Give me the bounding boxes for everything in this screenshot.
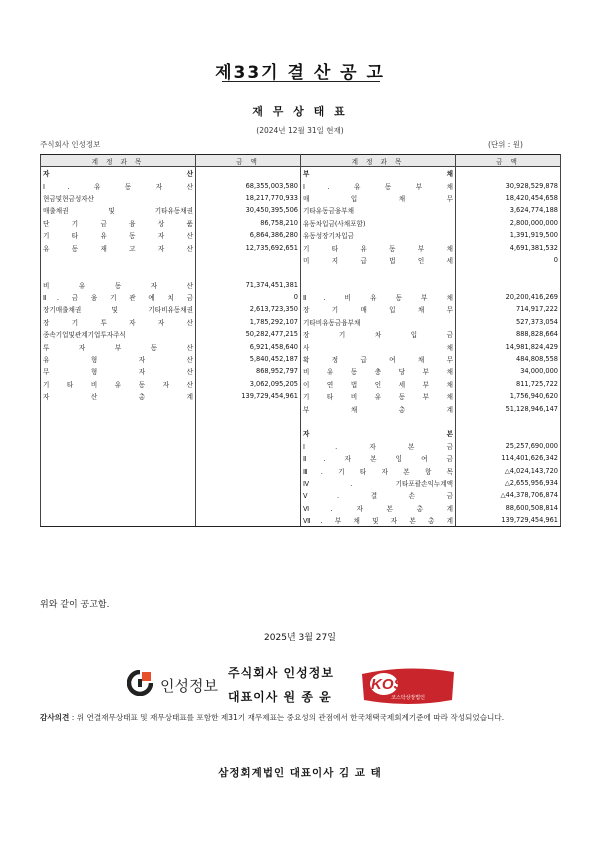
left-amount-cell	[196, 402, 301, 414]
left-amount-cell	[196, 464, 301, 476]
left-account-cell	[41, 415, 196, 427]
right-amount-cell	[456, 266, 561, 278]
right-account-cell: 부 채	[301, 167, 456, 180]
left-account-cell: 투 자 부 동 산	[41, 340, 196, 352]
table-row	[41, 241, 561, 253]
header-account-left: 계 정 과 목	[41, 155, 196, 167]
left-amount-cell: 86,758,210	[196, 217, 301, 229]
header-account-right: 계 정 과 목	[301, 155, 456, 167]
left-amount-cell: 1,785,292,107	[196, 316, 301, 328]
kosdaq-logo-sub: 코스닥상장법인	[391, 695, 425, 701]
right-account-cell: 매 입 채 무	[301, 192, 456, 204]
statement-title: 재 무 상 태 표	[252, 105, 348, 118]
left-account-cell: 유 형 자 산	[41, 353, 196, 365]
table-row	[41, 229, 561, 241]
left-account-cell: 장 기 투 자 자 산	[41, 316, 196, 328]
table-row	[41, 464, 561, 476]
left-account-cell: 장기매출채권 및 기타비유동채권	[41, 303, 196, 315]
right-amount-cell: 51,128,946,147	[456, 402, 561, 414]
table-row	[41, 452, 561, 464]
right-amount-cell: 2,800,000,000	[456, 217, 561, 229]
right-amount-cell: △2,655,956,934	[456, 477, 561, 489]
audit-text: : 위 연결재무상태표 및 재무상태표를 포함한 제31기 재무제표는 중요성의 관점에서 한국채택국제회계기준에 따라 작성되었습니다.	[69, 713, 505, 722]
right-account-cell: 사 채	[301, 340, 456, 352]
right-amount-cell	[456, 415, 561, 427]
right-amount-cell	[456, 427, 561, 439]
table-row	[41, 390, 561, 402]
right-amount-cell: 527,373,054	[456, 316, 561, 328]
left-account-cell: 종속기업및관계기업투자주식	[41, 328, 196, 340]
left-amount-cell	[196, 452, 301, 464]
left-amount-cell: 30,450,395,506	[196, 204, 301, 216]
left-account-cell: Ⅰ. 유 동 자 산	[41, 179, 196, 191]
right-account-cell: 이 연 법 인 세 부 채	[301, 378, 456, 390]
table-row	[41, 179, 561, 191]
left-account-cell	[41, 464, 196, 476]
left-amount-cell: 50,282,477,215	[196, 328, 301, 340]
left-amount-cell: 6,864,386,280	[196, 229, 301, 241]
balance-sheet-body	[41, 167, 561, 527]
right-amount-cell: 18,420,454,658	[456, 192, 561, 204]
insung-logo-icon	[127, 670, 153, 696]
left-account-cell: 비 유 동 자 산	[41, 279, 196, 291]
right-account-cell: 유동성장기차입금	[301, 229, 456, 241]
left-account-cell	[41, 489, 196, 501]
right-account-cell: 미 지 급 법 인 세	[301, 254, 456, 266]
right-amount-cell: 484,808,558	[456, 353, 561, 365]
table-row	[41, 378, 561, 390]
table-row	[41, 365, 561, 377]
left-account-cell: 자 산	[41, 167, 196, 180]
right-account-cell: Ⅱ. 자 본 잉 여 금	[301, 452, 456, 464]
company-label: 주식회사 인성정보	[40, 140, 101, 149]
right-amount-cell: 30,928,529,878	[456, 179, 561, 191]
right-amount-cell: △4,024,143,720	[456, 464, 561, 476]
right-amount-cell: 34,000,000	[456, 365, 561, 377]
right-account-cell: Ⅰ. 자 본 금	[301, 440, 456, 452]
table-row	[41, 502, 561, 514]
left-account-cell	[41, 427, 196, 439]
header-amount-right: 금 액	[456, 155, 561, 167]
left-amount-cell	[196, 477, 301, 489]
table-header-row	[41, 155, 561, 167]
right-account-cell: 기타비유동금융부채	[301, 316, 456, 328]
left-amount-cell	[196, 167, 301, 180]
signature-ceo: 대표이사 원 종 윤	[228, 690, 332, 704]
table-row	[41, 340, 561, 352]
title-underline	[222, 81, 380, 82]
right-account-cell: Ⅳ. 기타포괄손익누계액	[301, 477, 456, 489]
table-row	[41, 266, 561, 278]
left-amount-cell: 6,921,458,640	[196, 340, 301, 352]
left-amount-cell: 3,062,095,205	[196, 378, 301, 390]
kosdaq-logo-icon	[358, 666, 458, 706]
left-amount-cell: 139,729,454,961	[196, 390, 301, 402]
audit-label: 감사의견	[40, 713, 70, 722]
table-row	[41, 167, 561, 180]
left-amount-cell: 68,355,003,580	[196, 179, 301, 191]
right-account-cell	[301, 415, 456, 427]
right-amount-cell	[456, 167, 561, 180]
left-amount-cell: 5,840,452,187	[196, 353, 301, 365]
left-amount-cell	[196, 266, 301, 278]
right-amount-cell: 888,828,664	[456, 328, 561, 340]
left-amount-cell: 868,952,797	[196, 365, 301, 377]
right-account-cell: 부 채 총 계	[301, 402, 456, 414]
unit-label: (단위 : 원)	[488, 140, 523, 149]
right-account-cell: 기타유동금융부채	[301, 204, 456, 216]
left-account-cell: 기 타 비 유 동 자 산	[41, 378, 196, 390]
left-account-cell	[41, 452, 196, 464]
table-row	[41, 254, 561, 266]
left-account-cell: 무 형 자 산	[41, 365, 196, 377]
right-amount-cell: 20,200,416,269	[456, 291, 561, 303]
right-account-cell: 자 본	[301, 427, 456, 439]
audit-opinion	[40, 711, 562, 725]
publish-date: 2025년 3월 27일	[264, 633, 336, 643]
right-amount-cell: 0	[456, 254, 561, 266]
left-amount-cell	[196, 440, 301, 452]
table-row	[41, 192, 561, 204]
right-amount-cell: 114,401,626,342	[456, 452, 561, 464]
left-amount-cell	[196, 254, 301, 266]
right-account-cell: Ⅵ. 자 본 총 계	[301, 502, 456, 514]
left-account-cell: Ⅱ. 금 융 기 관 예 치 금	[41, 291, 196, 303]
table-row	[41, 477, 561, 489]
left-amount-cell	[196, 489, 301, 501]
right-amount-cell: △44,378,706,874	[456, 489, 561, 501]
table-row	[41, 415, 561, 427]
table-row	[41, 440, 561, 452]
left-amount-cell: 12,735,692,651	[196, 241, 301, 253]
left-account-cell	[41, 477, 196, 489]
right-account-cell: 장 기 매 입 채 무	[301, 303, 456, 315]
left-account-cell	[41, 502, 196, 514]
right-amount-cell: 4,691,381,532	[456, 241, 561, 253]
right-account-cell: Ⅴ. 결 손 금	[301, 489, 456, 501]
right-account-cell: 확 정 급 여 채 무	[301, 353, 456, 365]
right-amount-cell: 1,756,940,620	[456, 390, 561, 402]
left-amount-cell: 2,613,723,350	[196, 303, 301, 315]
right-amount-cell: 25,257,690,000	[456, 440, 561, 452]
right-amount-cell: 1,391,919,500	[456, 229, 561, 241]
left-account-cell	[41, 266, 196, 278]
right-amount-cell: 14,981,824,429	[456, 340, 561, 352]
left-amount-cell	[196, 427, 301, 439]
kosdaq-logo-text: KOSDAQ	[371, 676, 437, 693]
right-amount-cell: 714,917,222	[456, 303, 561, 315]
table-row	[41, 514, 561, 527]
right-account-cell: Ⅲ. 기 타 자 본 항 목	[301, 464, 456, 476]
left-account-cell: 현금및현금성자산	[41, 192, 196, 204]
left-amount-cell: 0	[196, 291, 301, 303]
left-amount-cell	[196, 415, 301, 427]
left-account-cell: 단 기 금 융 상 품	[41, 217, 196, 229]
right-amount-cell: 3,624,774,188	[456, 204, 561, 216]
right-account-cell: 유동차입금(사채포함)	[301, 217, 456, 229]
table-row	[41, 316, 561, 328]
table-row	[41, 353, 561, 365]
right-account-cell	[301, 279, 456, 291]
auditor-signature: 삼정회계법인 대표이사 김 교 태	[218, 767, 382, 779]
left-account-cell: 유 동 재 고 자 산	[41, 241, 196, 253]
right-account-cell: 장 기 차 입 금	[301, 328, 456, 340]
left-amount-cell	[196, 502, 301, 514]
balance-sheet-table	[40, 154, 561, 527]
signature-company: 주식회사 인성정보	[228, 666, 334, 680]
table-row	[41, 489, 561, 501]
left-account-cell	[41, 402, 196, 414]
right-account-cell	[301, 266, 456, 278]
table-row	[41, 303, 561, 315]
table-row	[41, 204, 561, 216]
left-account-cell: 자 산 총 계	[41, 390, 196, 402]
right-account-cell: 기 타 비 유 동 부 채	[301, 390, 456, 402]
table-row	[41, 402, 561, 414]
left-account-cell	[41, 254, 196, 266]
left-account-cell: 기 타 유 동 자 산	[41, 229, 196, 241]
right-account-cell: Ⅱ. 비 유 동 부 채	[301, 291, 456, 303]
right-amount-cell: 811,725,722	[456, 378, 561, 390]
table-row	[41, 279, 561, 291]
right-amount-cell: 88,600,508,814	[456, 502, 561, 514]
right-account-cell: 비 유 동 충 당 부 채	[301, 365, 456, 377]
table-row	[41, 427, 561, 439]
left-amount-cell: 71,374,451,381	[196, 279, 301, 291]
left-amount-cell	[196, 514, 301, 527]
header-amount-left: 금 액	[196, 155, 301, 167]
table-row	[41, 328, 561, 340]
closing-statement: 위와 같이 공고함.	[40, 600, 110, 610]
logo-wordmark: 인성정보	[160, 677, 218, 695]
statement-date: (2024년 12월 31일 현재)	[256, 126, 344, 135]
left-account-cell	[41, 440, 196, 452]
right-account-cell: Ⅰ. 유 동 부 채	[301, 179, 456, 191]
table-row	[41, 291, 561, 303]
left-account-cell: 매출채권 및 기타유동채권	[41, 204, 196, 216]
right-account-cell: 기 타 유 동 부 채	[301, 241, 456, 253]
right-amount-cell	[456, 279, 561, 291]
left-amount-cell: 18,217,770,933	[196, 192, 301, 204]
left-account-cell	[41, 514, 196, 527]
right-account-cell: Ⅶ. 부 채 및 자 본 총 계	[301, 514, 456, 527]
right-amount-cell: 139,729,454,961	[456, 514, 561, 527]
table-row	[41, 217, 561, 229]
notice-title: 제33기 결 산 공 고	[215, 63, 385, 83]
